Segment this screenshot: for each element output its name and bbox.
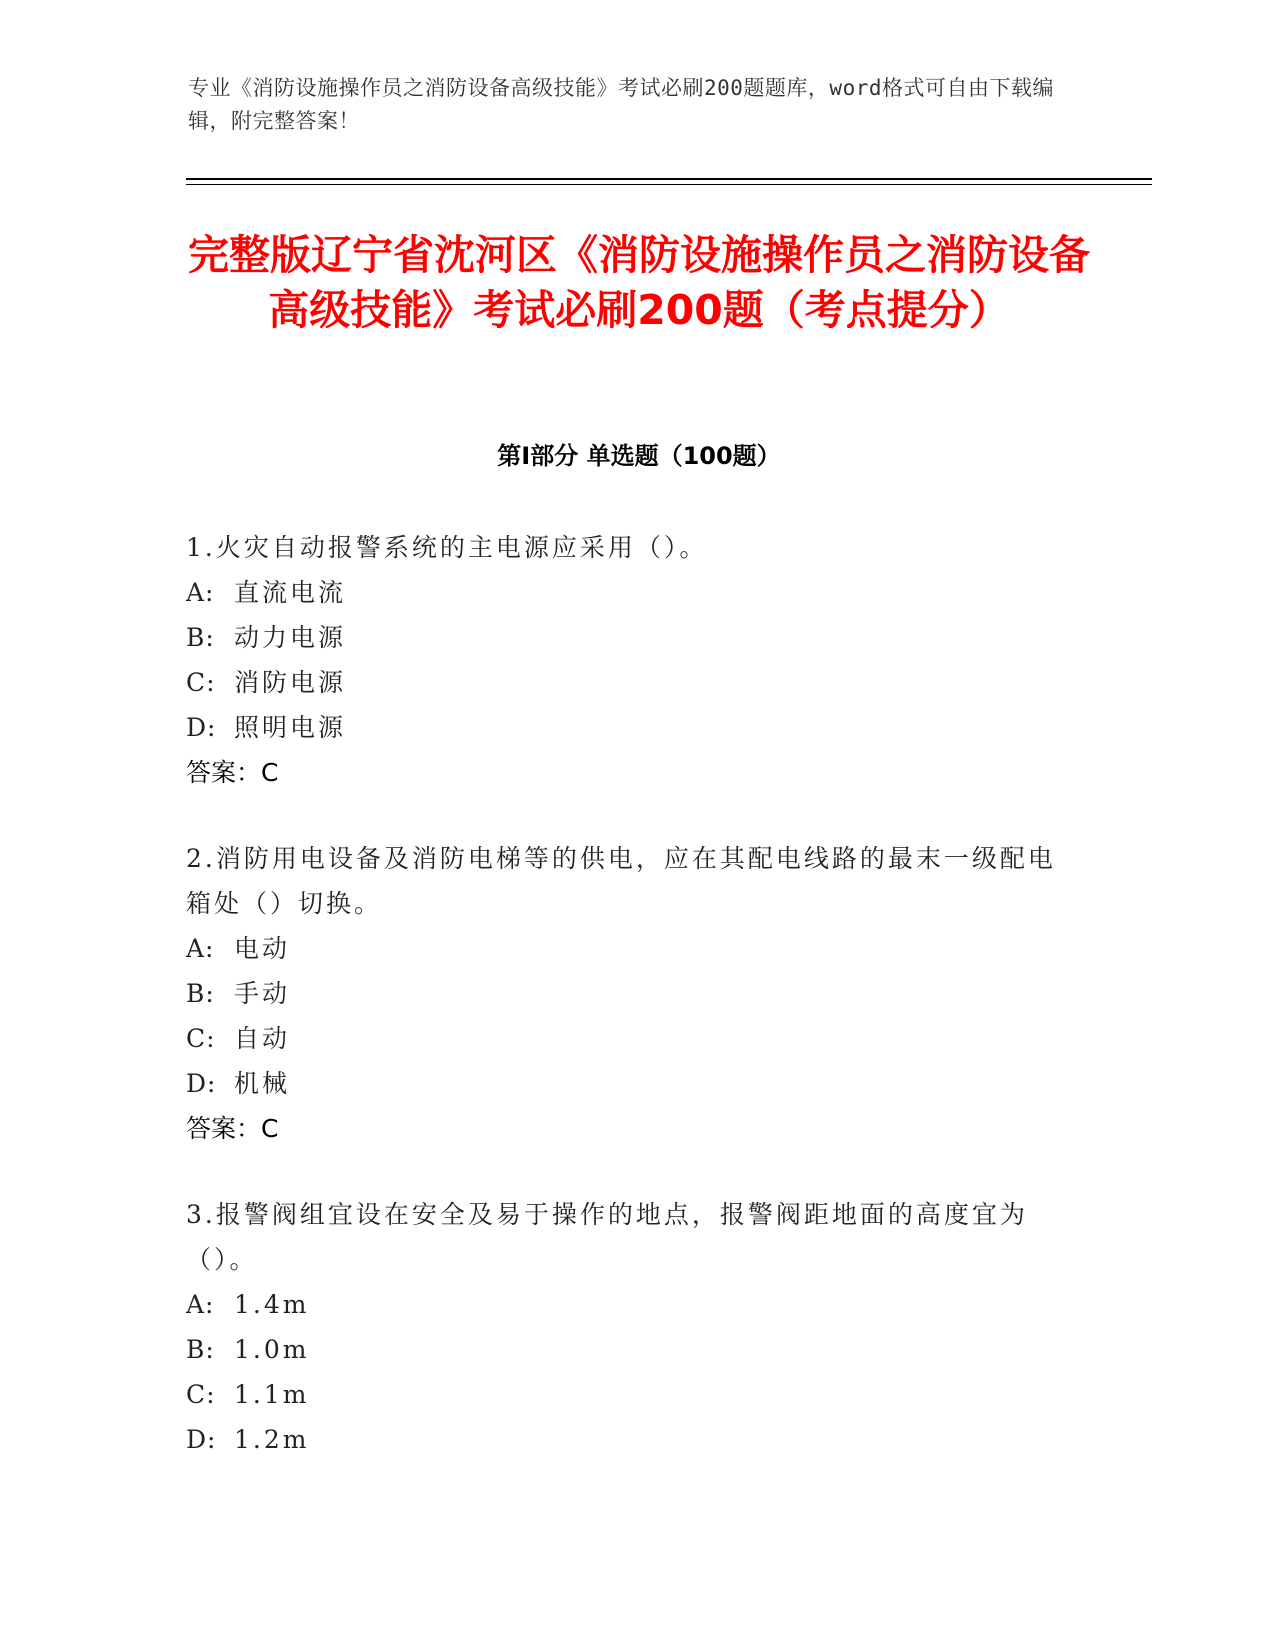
question-3 (186, 1192, 1066, 1462)
option-text: 自动 (234, 1024, 291, 1053)
section-title: 第I部分 单选题（100题） (497, 442, 781, 470)
document-title: 完整版辽宁省沈河区《消防设施操作员之消防设备高级技能》考试必刷200题（考点提分） (188, 231, 1090, 334)
option-letter: D: (186, 1425, 217, 1454)
header-note: 专业《消防设施操作员之消防设备高级技能》考试必刷200题题库，word格式可自由下载编辑，附完整答案！ (188, 76, 1054, 133)
option-letter: C: (186, 668, 216, 697)
question-list (186, 525, 1066, 1503)
option-letter: A: (186, 1290, 215, 1319)
option-letter: A: (186, 934, 215, 963)
question-1 (186, 525, 1066, 795)
option-b (186, 615, 1066, 660)
question-stem: 1.火灾自动报警系统的主电源应采用（）。 (186, 533, 708, 562)
option-c (186, 1372, 1066, 1417)
option-text: 直流电流 (234, 578, 347, 607)
option-d (186, 1061, 1066, 1106)
header-divider-thick (186, 178, 1152, 180)
option-letter: D: (186, 713, 217, 742)
option-text: 1.2m (234, 1425, 310, 1454)
question-2 (186, 836, 1066, 1151)
option-text: 机械 (234, 1069, 291, 1098)
option-text: 电动 (234, 934, 291, 963)
option-text: 1.4m (234, 1290, 310, 1319)
option-letter: B: (186, 1335, 215, 1364)
question-stem: 3.报警阀组宜设在安全及易于操作的地点，报警阀距地面的高度宜为（）。 (186, 1200, 1028, 1274)
header-divider-thin (186, 184, 1152, 185)
option-c (186, 660, 1066, 705)
option-text: 1.0m (234, 1335, 310, 1364)
option-a (186, 926, 1066, 971)
option-letter: C: (186, 1380, 216, 1409)
option-text: 1.1m (234, 1380, 310, 1409)
option-d (186, 705, 1066, 750)
option-a (186, 570, 1066, 615)
option-b (186, 971, 1066, 1016)
option-letter: B: (186, 623, 215, 652)
option-d (186, 1417, 1066, 1462)
option-text: 消防电源 (234, 668, 347, 697)
option-c (186, 1016, 1066, 1061)
option-letter: C: (186, 1024, 216, 1053)
question-stem: 2.消防用电设备及消防电梯等的供电，应在其配电线路的最末一级配电箱处（）切换。 (186, 844, 1056, 918)
option-text: 动力电源 (234, 623, 347, 652)
option-a (186, 1282, 1066, 1327)
option-text: 手动 (234, 979, 291, 1008)
option-letter: D: (186, 1069, 217, 1098)
option-letter: B: (186, 979, 215, 1008)
option-b (186, 1327, 1066, 1372)
option-text: 照明电源 (234, 713, 347, 742)
option-letter: A: (186, 578, 215, 607)
answer: 答案：C (186, 758, 279, 787)
answer: 答案：C (186, 1114, 279, 1143)
